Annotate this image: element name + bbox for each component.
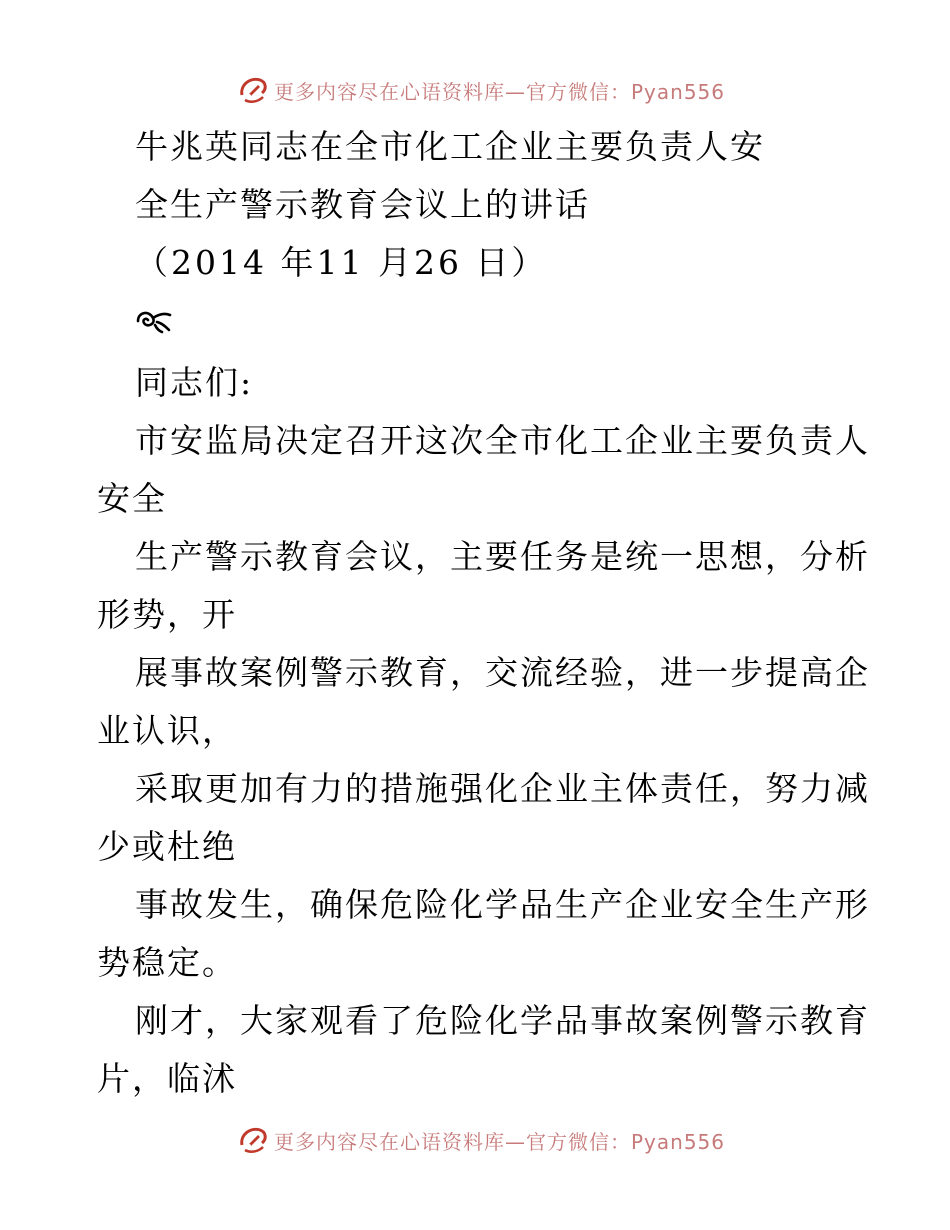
body-line: 片，临沭	[97, 1059, 237, 1098]
body-line: 生产警示教育会议，主要任务是统一思想，分析	[135, 537, 870, 576]
body-line: 少或杜绝	[97, 827, 237, 866]
body-line: 展事故案例警示教育，交流经验，进一步提高企	[135, 653, 870, 692]
body-line: 势稳定。	[97, 943, 237, 982]
watermark-text: 更多内容尽在心语资料库—官方微信：Pyan556	[274, 1129, 726, 1154]
body-line: 市安监局决定召开这次全市化工企业主要负责人	[135, 421, 870, 460]
body-line: 安全	[97, 479, 167, 518]
document-title-line-2: 全生产警示教育会议上的讲话	[135, 185, 590, 224]
body-line: 事故发生，确保危险化学品生产企业安全生产形	[135, 885, 870, 924]
footer-watermark	[236, 1120, 725, 1160]
body-line: 形势，开	[97, 595, 237, 634]
watermark-text: 更多内容尽在心语资料库—官方微信：Pyan556	[274, 79, 726, 104]
body-line: 业认识，	[97, 711, 237, 750]
fleuron-icon	[135, 308, 173, 334]
document-date: （2014 年11 月26 日）	[135, 243, 548, 282]
pen-nib-swirl-icon	[236, 1123, 270, 1157]
header-watermark	[236, 70, 725, 110]
salutation: 同志们:	[135, 363, 254, 402]
body-line: 采取更加有力的措施强化企业主体责任，努力减	[135, 769, 870, 808]
pen-nib-swirl-icon	[236, 73, 270, 107]
body-line: 刚才，大家观看了危险化学品事故案例警示教育	[135, 1001, 870, 1040]
document-title-line-1: 牛兆英同志在全市化工企业主要负责人安	[135, 127, 765, 166]
